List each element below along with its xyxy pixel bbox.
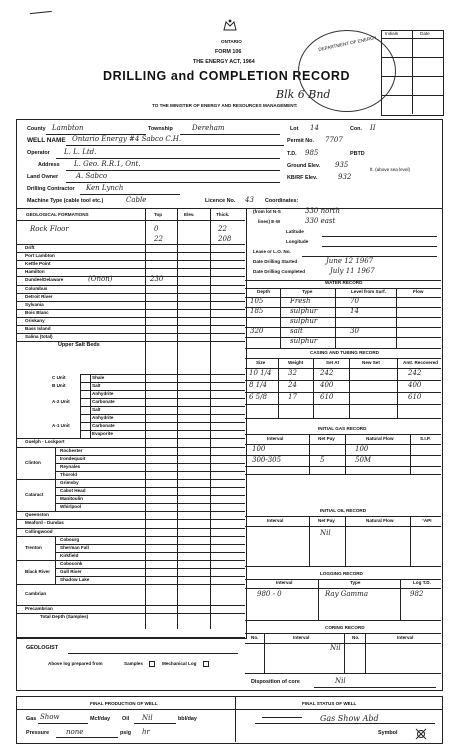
formation-rule [55, 471, 245, 472]
water-bottom [245, 348, 441, 349]
casing-h-size: Size [256, 360, 266, 365]
production-title: FINAL PRODUCTION OF WELL [90, 701, 158, 706]
pressure-rule [56, 737, 118, 738]
oil-h-flow: Natural Flow [366, 518, 394, 523]
formation-name: Detroit River [25, 293, 53, 299]
formation-rule [55, 447, 245, 448]
casing-h-weight: Weight [288, 360, 304, 365]
contractor-label: Drilling Contractor [27, 186, 75, 192]
casing-size: 6 5/8 [249, 393, 267, 401]
well-symbol-icon [415, 727, 427, 739]
cataract-member: Cabot Head [60, 488, 86, 493]
logging-col-2 [400, 579, 401, 620]
gas-title-rule [245, 434, 441, 435]
mechanical-log-label: Mechanical Log [162, 661, 197, 666]
lease-label: Lease or L.O. No. [253, 249, 291, 254]
date-completed-value: July 11 1967 [330, 267, 375, 275]
contractor-value: Ken Lynch [86, 184, 124, 192]
ground-elev-value: 935 [335, 161, 349, 169]
gas-prod-label: Gas [26, 716, 37, 722]
casing-recovered: 242 [408, 369, 422, 377]
water-type: sulphur [290, 337, 318, 345]
salina-sub: Anhydrite [92, 390, 114, 396]
coring-h-interval-2: Interval [397, 635, 414, 640]
final-status-title: FINAL STATUS OF WELL [302, 701, 357, 706]
latitude-label: Latitude [286, 229, 304, 234]
salina-sub: Carbonate [92, 423, 115, 429]
province: ONTARIO [221, 39, 242, 44]
casing-title: CASING AND TUBING RECORD [310, 350, 379, 355]
formation-extra: (Onon) [88, 275, 113, 284]
formations-header-top: Top [154, 212, 163, 217]
water-depth: 185 [250, 307, 264, 315]
kb-label: KB/RF Elev. [287, 175, 318, 181]
oil-col-1 [309, 516, 310, 566]
water-rule [245, 337, 441, 338]
oil-title-rule [245, 516, 441, 517]
casing-h-setat: Set At [326, 360, 340, 365]
salina-unit: A-1 Unit [52, 423, 70, 429]
casing-setat: 242 [320, 369, 334, 377]
water-rule [245, 307, 441, 308]
casing-title-rule [245, 358, 441, 359]
water-level: 14 [350, 307, 359, 315]
contractor-rule [80, 194, 180, 195]
formation-rule [16, 341, 245, 342]
geologist-rule-top [16, 637, 245, 638]
well-name-rule [66, 145, 284, 146]
stamp-text: DEPARTMENT OF ENERGY [317, 34, 378, 53]
logging-bottom [245, 620, 441, 621]
formation-rule [80, 406, 245, 407]
oil-prod-label: Oil [122, 716, 130, 722]
water-col-1 [280, 288, 281, 348]
black-river-divider [55, 560, 56, 584]
logging-col-1 [318, 579, 319, 620]
pressure-label: Pressure [26, 730, 50, 736]
water-title: WATER RECORD [325, 280, 363, 285]
casing-rule [245, 404, 441, 405]
casing-bottom [245, 418, 441, 419]
con-value: II [370, 124, 376, 132]
coring-title: CORING RECORD [325, 625, 365, 630]
logging-title: LOGGING RECORD [320, 571, 363, 576]
water-rule [245, 327, 441, 328]
clinton-group: Clinton [25, 459, 41, 465]
salina-sub: Carbonate [92, 398, 115, 404]
gas-bottom [245, 474, 441, 475]
formation-rule [16, 309, 245, 310]
coring-value: Nil [330, 644, 341, 652]
date-started-label: Date Drilling Started [253, 259, 298, 264]
water-level: 30 [350, 327, 359, 335]
coring-col-2 [344, 633, 345, 673]
logging-type-value: Ray Gamma [325, 590, 368, 598]
salina-sub: Salt [92, 407, 101, 412]
final-status-value: Gas Show Abd [320, 714, 379, 723]
date-started-value: June 12 1967 [326, 257, 374, 265]
casing-col-1 [278, 358, 279, 418]
operator-value: L. L. Ltd. [64, 148, 97, 156]
machine-type-value: Cable [126, 196, 147, 204]
precambrian: Precambrian [25, 606, 53, 612]
oil-header-rule [245, 526, 441, 527]
formations-header-rule [16, 220, 245, 221]
final-status-strike [262, 717, 302, 718]
from-lot-label: (from lot N-S [253, 209, 281, 214]
salina-unit: B Unit [52, 382, 66, 388]
gas-rule [245, 466, 441, 467]
final-status-rule [255, 723, 435, 724]
oil-prod-value: Nil [142, 714, 153, 722]
pbtd-label: PBTD [350, 151, 365, 157]
formations-header-thick: Thick. [216, 212, 230, 217]
page-title: DRILLING and COMPLETION RECORD [103, 69, 351, 83]
formation-name: Queenston [25, 512, 49, 518]
water-rule [245, 317, 441, 318]
oil-col-2 [345, 516, 346, 566]
casing-size: 10 1/4 [249, 369, 272, 377]
formation-name: Columbus [25, 285, 48, 291]
lot-value: 14 [310, 124, 319, 132]
coring-title-rule [245, 633, 441, 634]
date-completed-label: Date Drilling Completed [253, 269, 306, 274]
water-title-rule [245, 288, 441, 289]
trenton-divider [55, 536, 56, 560]
oil-h-api: °API [422, 518, 432, 523]
con-label: Con. [350, 126, 362, 132]
formation-name: Oriskany [25, 317, 45, 323]
formation-name: Kettle Point [25, 261, 51, 267]
mechanical-log-checkbox[interactable] [203, 661, 209, 667]
initials-rule-3 [381, 76, 443, 77]
formation-name: Port Lambton [25, 253, 55, 259]
township-value: Dereham [192, 124, 225, 132]
mcf-label: Mcf/day [90, 716, 111, 722]
cambrian: Cambrian [25, 591, 47, 597]
corner-mark [30, 11, 52, 17]
gas-col-1 [309, 434, 310, 474]
oil-h-netpay: Net Pay [318, 518, 335, 523]
well-name-label: WELL NAME [27, 137, 66, 144]
casing-setat: 400 [320, 381, 334, 389]
logging-header-rule [245, 588, 441, 589]
salina-sub: Evaporite [92, 431, 113, 437]
gas-h-netpay: Net Pay [318, 436, 335, 441]
longitude-rule [322, 246, 437, 247]
coring-col-1 [264, 633, 265, 673]
formation-rule [80, 374, 245, 375]
licence-label: Licence No. [205, 198, 236, 204]
from-lot-value: 330 north [305, 207, 340, 215]
formation-top: 230 [150, 275, 164, 284]
oil-h-interval: Interval [267, 518, 284, 523]
county-label: County [27, 126, 46, 132]
formation-rule [55, 479, 245, 480]
formation-name: Sylvania [25, 301, 44, 307]
casing-weight: 24 [288, 381, 297, 389]
gas-header-rule [245, 444, 441, 445]
formation-rule [16, 317, 245, 318]
casing-recovered: 400 [408, 381, 422, 389]
kb-value: 932 [338, 173, 352, 181]
land-owner-rule [66, 182, 280, 183]
td-value: 985 [305, 149, 319, 157]
gas-h-flow: Natural Flow [366, 436, 394, 441]
final-title-rule [16, 709, 442, 710]
td-label: T.D. [287, 151, 297, 157]
oil-col-3 [410, 516, 411, 566]
clinton-member: Irondequoit [60, 455, 86, 461]
gas-interval: 300-305 [252, 456, 282, 464]
disposition-rule [314, 687, 436, 688]
clinton-divider [55, 447, 56, 479]
initials-rule-2 [381, 57, 443, 58]
water-col-3 [396, 288, 397, 348]
salina-sub: Anhydrite [92, 415, 114, 421]
address-rule [66, 170, 280, 171]
formation-rule [16, 584, 245, 585]
samples-checkbox[interactable] [149, 661, 155, 667]
salina-unit: C Unit [52, 374, 66, 380]
formation-name: Collingwood [25, 528, 53, 534]
permit-value: 7707 [325, 136, 343, 144]
formation-rule [16, 301, 245, 302]
oil-prod-rule [134, 723, 176, 724]
casing-col-4 [397, 358, 398, 418]
initials-rule-1 [381, 38, 443, 39]
formations-header-elev: Elev. [184, 212, 195, 217]
formation-name: Salina (total) [25, 334, 53, 340]
water-depth: 105 [250, 297, 264, 305]
formation-name: Meaford - Dundas [25, 520, 64, 526]
cataract-member: Whirlpool [60, 504, 82, 510]
casing-weight: 17 [288, 393, 297, 401]
disposition-label: Disposition of core [251, 679, 300, 685]
ground-elev-label: Ground Elev. [287, 163, 321, 169]
formation-name: Bass Island [25, 326, 51, 331]
oil-netpay-value: Nil [320, 529, 331, 537]
logging-td-value: 982 [410, 590, 424, 598]
crest-emblem [223, 18, 237, 30]
water-level: 70 [350, 297, 359, 305]
township-label: Township [148, 126, 173, 132]
formations-col-top [145, 208, 146, 629]
gas-title: INITIAL GAS RECORD [318, 426, 367, 431]
bbl-label: bbl/day [178, 716, 197, 722]
formation-name: Drift [25, 245, 35, 250]
formation-rule [55, 503, 245, 504]
formation-name: Dundee/Delaware [25, 277, 64, 283]
formation-rule [55, 560, 245, 561]
black-river-group: Black River [25, 569, 51, 575]
black-river-member: Gull River [60, 569, 82, 574]
formation-rule [16, 285, 245, 286]
formation-name: Upper Salt Beds [58, 342, 100, 349]
salina-sub: Shale [92, 374, 105, 380]
to-minister: TO THE MINISTER OF ENERGY AND RESOURCES MANAGEMENT: [152, 103, 298, 108]
pressure-value: none [66, 728, 84, 736]
log-from-label: Above log prepared from [48, 661, 103, 666]
land-owner-value: A. Sabco [76, 172, 108, 180]
act-title: THE ENERGY ACT, 1964 [193, 59, 255, 65]
logging-interval-value: 980 - 0 [257, 590, 282, 598]
oil-bottom [245, 566, 441, 567]
psig-label: psig [120, 730, 132, 736]
gas-h-sip: S.I.P. [420, 436, 431, 441]
salina-unit: A-2 Unit [52, 398, 70, 404]
casing-recovered: 610 [408, 393, 422, 401]
logging-h-td: Log T.D. [413, 580, 431, 585]
final-divider [235, 696, 236, 742]
formation-rule [55, 495, 245, 496]
geologist-label: GEOLOGIST [26, 645, 59, 651]
casing-h-recovered: Amt. Recovered [403, 360, 438, 365]
initials-rule-4 [381, 95, 443, 96]
samples-label: Samples [124, 661, 143, 666]
coring-h-no-1: No. [251, 635, 259, 640]
machine-type-label: Machine Type (cable tool etc.) [27, 198, 104, 204]
address-label: Address [38, 162, 60, 168]
date-label: Date [420, 31, 430, 36]
formations-header-name: GEOLOGICAL FORMATIONS [26, 212, 89, 217]
water-h-level: Level from Surf. [351, 289, 386, 294]
water-col-2 [335, 288, 336, 348]
water-h-type: Type [302, 289, 313, 294]
guelph: Guelph - Lockport [25, 439, 65, 445]
water-type: sulphur [290, 317, 318, 325]
township-rule [180, 134, 280, 135]
county-value: Lambton [52, 124, 84, 132]
ft-above-label: ft. (above sea level) [370, 167, 411, 172]
gas-col-2 [345, 434, 346, 474]
formation-rule [55, 463, 245, 464]
casing-size: 8 1/4 [249, 381, 267, 389]
formations-col-elev [177, 208, 178, 629]
formation-hw-thick-1: 208 [218, 235, 232, 243]
formation-hw-name-0: Rock Floor [30, 225, 69, 233]
formation-hw-thick-0: 22 [218, 225, 227, 233]
black-river-member: Shadow Lake [60, 577, 90, 583]
initials-label: Initials [385, 31, 399, 36]
address-value: L. Geo. R.R.1, Ont. [74, 160, 141, 168]
salina-sub: Salt [92, 382, 101, 388]
logging-title-rule [245, 579, 441, 580]
coring-bottom [245, 673, 441, 674]
casing-h-newset: New Set [362, 360, 380, 365]
longitude-label: Longitude [286, 239, 309, 244]
formation-rule [80, 382, 245, 383]
salina-divider [80, 374, 81, 439]
logging-h-interval: Interval [276, 580, 293, 585]
formation-name: Hamilton [25, 269, 45, 275]
cataract-group: Cataract [25, 492, 44, 498]
lot-label: Lot [290, 126, 299, 132]
formation-rule [55, 552, 245, 553]
gas-prod-value: Show [40, 713, 60, 721]
water-h-depth: Depth [257, 289, 271, 294]
logging-h-type: Type [350, 580, 361, 585]
casing-setat: 610 [320, 393, 334, 401]
trenton-member: Sherman Fall [60, 544, 89, 550]
water-depth: 320 [250, 327, 264, 335]
casing-col-3 [349, 358, 350, 418]
symbol-label: Symbol [378, 730, 398, 736]
formation-name: Bois Blanc [25, 309, 49, 315]
cataract-member: Grimsby [60, 479, 79, 485]
land-owner-label: Land Owner [27, 174, 59, 180]
coring-col-3 [365, 633, 366, 673]
lines-value: 330 east [305, 217, 336, 225]
casing-weight: 32 [288, 369, 297, 377]
gas-col-3 [410, 434, 411, 474]
cataract-member: Manitoulin [60, 496, 83, 502]
water-header-rule [245, 297, 441, 298]
coordinates-label: Coordinates: [265, 198, 299, 204]
coring-header-rule [245, 643, 441, 644]
clinton-member: Reynales [60, 463, 81, 469]
water-type: salt [290, 327, 303, 335]
water-type: sulphur [290, 307, 318, 315]
formation-rule [55, 568, 245, 569]
formations-col-thick [210, 208, 211, 629]
cataract-divider [55, 479, 56, 511]
trenton-group: Trenton [25, 544, 42, 550]
formation-rule [16, 511, 245, 512]
water-type: Fresh [290, 297, 311, 305]
form-number: FORM 106 [215, 49, 242, 55]
formation-hw-top-0: 0 [154, 225, 159, 233]
oil-title: INITIAL OIL RECORD [320, 508, 367, 513]
casing-col-2 [313, 358, 314, 418]
lines-label: lines) E-W [258, 219, 281, 224]
coring-h-interval-1: Interval [293, 635, 310, 640]
formation-rule [16, 268, 245, 269]
licence-value: 43 [245, 196, 254, 204]
gas-interval: 100 [252, 445, 266, 453]
formation-rule [55, 536, 245, 537]
gas-flow: 50M [355, 456, 372, 464]
trenton-member: Cobourg [60, 536, 80, 542]
latitude-rule [322, 236, 437, 237]
operator-rule [56, 158, 280, 159]
initials-divider [412, 30, 413, 114]
clinton-member: Rochester [60, 447, 83, 453]
formations-table [16, 208, 247, 639]
total-depth: Total Depth (Samples) [40, 614, 89, 620]
water-h-flow: Flow [413, 289, 424, 294]
permit-label: Permit No. [287, 138, 314, 144]
gas-prod-rule [38, 723, 88, 724]
disposition-value: Nil [335, 677, 346, 685]
trenton-member: Kirkfield [60, 552, 79, 558]
clinton-member: Thorold [60, 471, 78, 477]
formation-hw-top-1: 22 [154, 235, 163, 243]
black-river-member: Coboconk [60, 560, 83, 566]
handwritten-block: Blk 6 Bnd [276, 88, 331, 101]
salina-divider-2 [90, 374, 91, 439]
formation-rule [16, 244, 245, 245]
coring-h-no-2: No. [352, 635, 360, 640]
operator-label: Operator [27, 150, 50, 156]
well-name-value: Ontario Energy #4 Sabco C.H. [72, 135, 182, 143]
gas-flow: 100 [355, 445, 369, 453]
geologist-line [68, 653, 238, 654]
gas-h-interval: Interval [267, 436, 284, 441]
gas-netpay: 5 [320, 456, 325, 464]
psig-value: hr [142, 728, 150, 736]
